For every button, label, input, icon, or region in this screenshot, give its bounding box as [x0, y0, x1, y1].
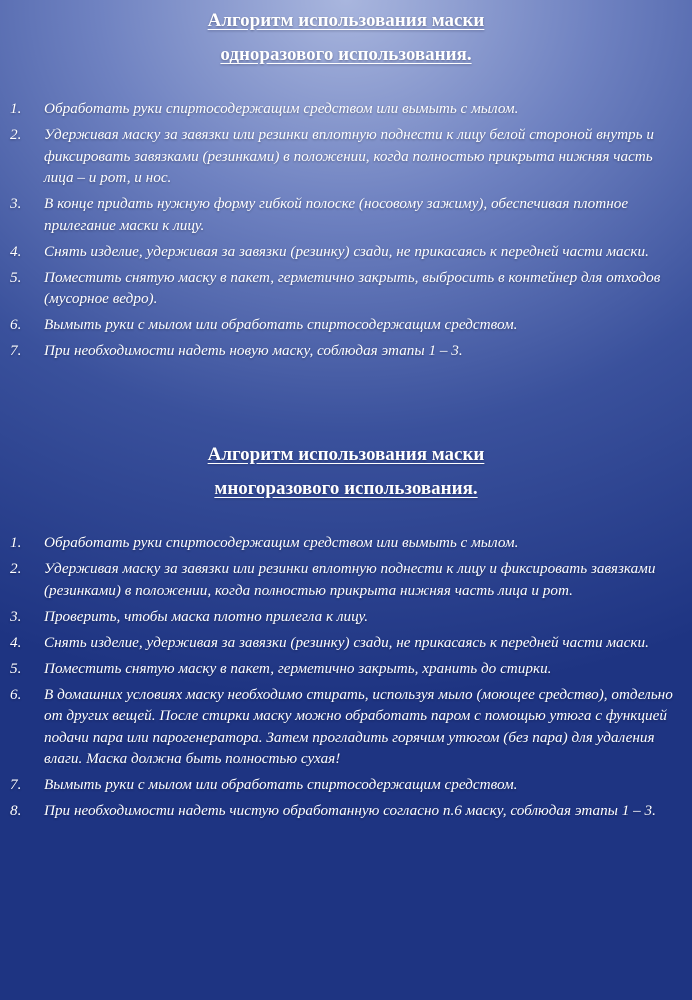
step-number: 3. [10, 195, 22, 212]
step-text: Вымыть руки с мылом или обработать спиртосодержащим средством. [44, 316, 518, 333]
step-text: Поместить снятую маску в пакет, герметично закрыть, хранить до стирки. [44, 659, 552, 677]
step-number: 6. [10, 316, 22, 333]
list-item [0, 98, 692, 120]
step-text: Проверить, чтобы маска плотно прилегла к лицу. [44, 607, 369, 625]
list-item [0, 774, 692, 796]
reusable-title-line1: Алгоритм использования маски [207, 444, 485, 465]
reusable-steps-list [0, 532, 692, 822]
step-text: Вымыть руки с мылом или обработать спиртосодержащим средством. [44, 776, 518, 793]
list-item [0, 632, 692, 654]
step-number: 2. [10, 560, 22, 577]
step-text: Обработать руки спиртосодержащим средством или вымыть с мылом. [44, 534, 519, 551]
step-number: 5. [10, 659, 22, 677]
list-item [0, 314, 692, 336]
list-item [0, 340, 692, 362]
step-number: 2. [10, 126, 22, 143]
list-item [0, 193, 692, 236]
step-number: 4. [10, 242, 22, 260]
step-text: При необходимости надеть чистую обработанную согласно п.6 маску, соблюдая этапы 1 – 3. [44, 802, 656, 819]
step-number: 6. [10, 685, 22, 703]
step-text: Обработать руки спиртосодержащим средством или вымыть с мылом. [44, 100, 519, 117]
list-item [0, 532, 692, 554]
list-item [0, 606, 692, 628]
reusable-title-line2: многоразового использования. [214, 478, 478, 499]
list-item [0, 124, 692, 189]
list-item [0, 558, 692, 601]
step-number: 8. [10, 802, 22, 819]
step-text: В домашних условиях маску необходимо стирать, используя мыло (моющее средство), отдельно от других вещей. После стирки маску можно обработать паром с помощью утюга с функцией подачи пара или парогенератора. Затем прогладить горячим утюгом (без пара) для удаления влаги. Маска должна быть полностью сухая! [44, 685, 673, 767]
step-number: 3. [10, 607, 22, 625]
disposable-mask-section [0, 4, 692, 366]
disposable-steps-list [0, 98, 692, 362]
list-item [0, 241, 692, 263]
step-number: 4. [10, 633, 22, 651]
list-item [0, 684, 692, 770]
step-text: Снять изделие, удерживая за завязки (резинку) сзади, не прикасаясь к передней части маски. [44, 242, 649, 260]
step-number: 1. [10, 534, 22, 551]
step-text: Поместить снятую маску в пакет, герметично закрыть, выбросить в контейнер для отходов (мусорное ведро). [44, 268, 661, 307]
step-number: 7. [10, 342, 22, 359]
list-item [0, 658, 692, 680]
step-number: 5. [10, 268, 22, 286]
list-item [0, 267, 692, 310]
step-text: Снять изделие, удерживая за завязки (резинку) сзади, не прикасаясь к передней части маски. [44, 633, 649, 651]
step-text: Удерживая маску за завязки или резинки вплотную поднести к лицу и фиксировать завязками (резинками) в положении, когда полностью прикрыта нижняя часть лица и рот. [44, 560, 656, 599]
step-number: 1. [10, 100, 22, 117]
disposable-title-line2: одноразового использования. [220, 44, 472, 65]
step-text: При необходимости надеть новую маску, соблюдая этапы 1 – 3. [44, 342, 463, 359]
step-text: В конце придать нужную форму гибкой полоске (носовому зажиму), обеспечивая плотное прилегание маски к лицу. [44, 195, 629, 234]
reusable-mask-section [0, 438, 692, 826]
disposable-title-line1: Алгоритм использования маски [207, 10, 485, 31]
step-text: Удерживая маску за завязки или резинки вплотную поднести к лицу белой стороной внутрь и фиксировать завязками (резинками) в положении, когда полностью прикрыта нижняя часть лица – и рот, и нос. [44, 126, 654, 186]
step-number: 7. [10, 776, 22, 793]
list-item [0, 800, 692, 822]
